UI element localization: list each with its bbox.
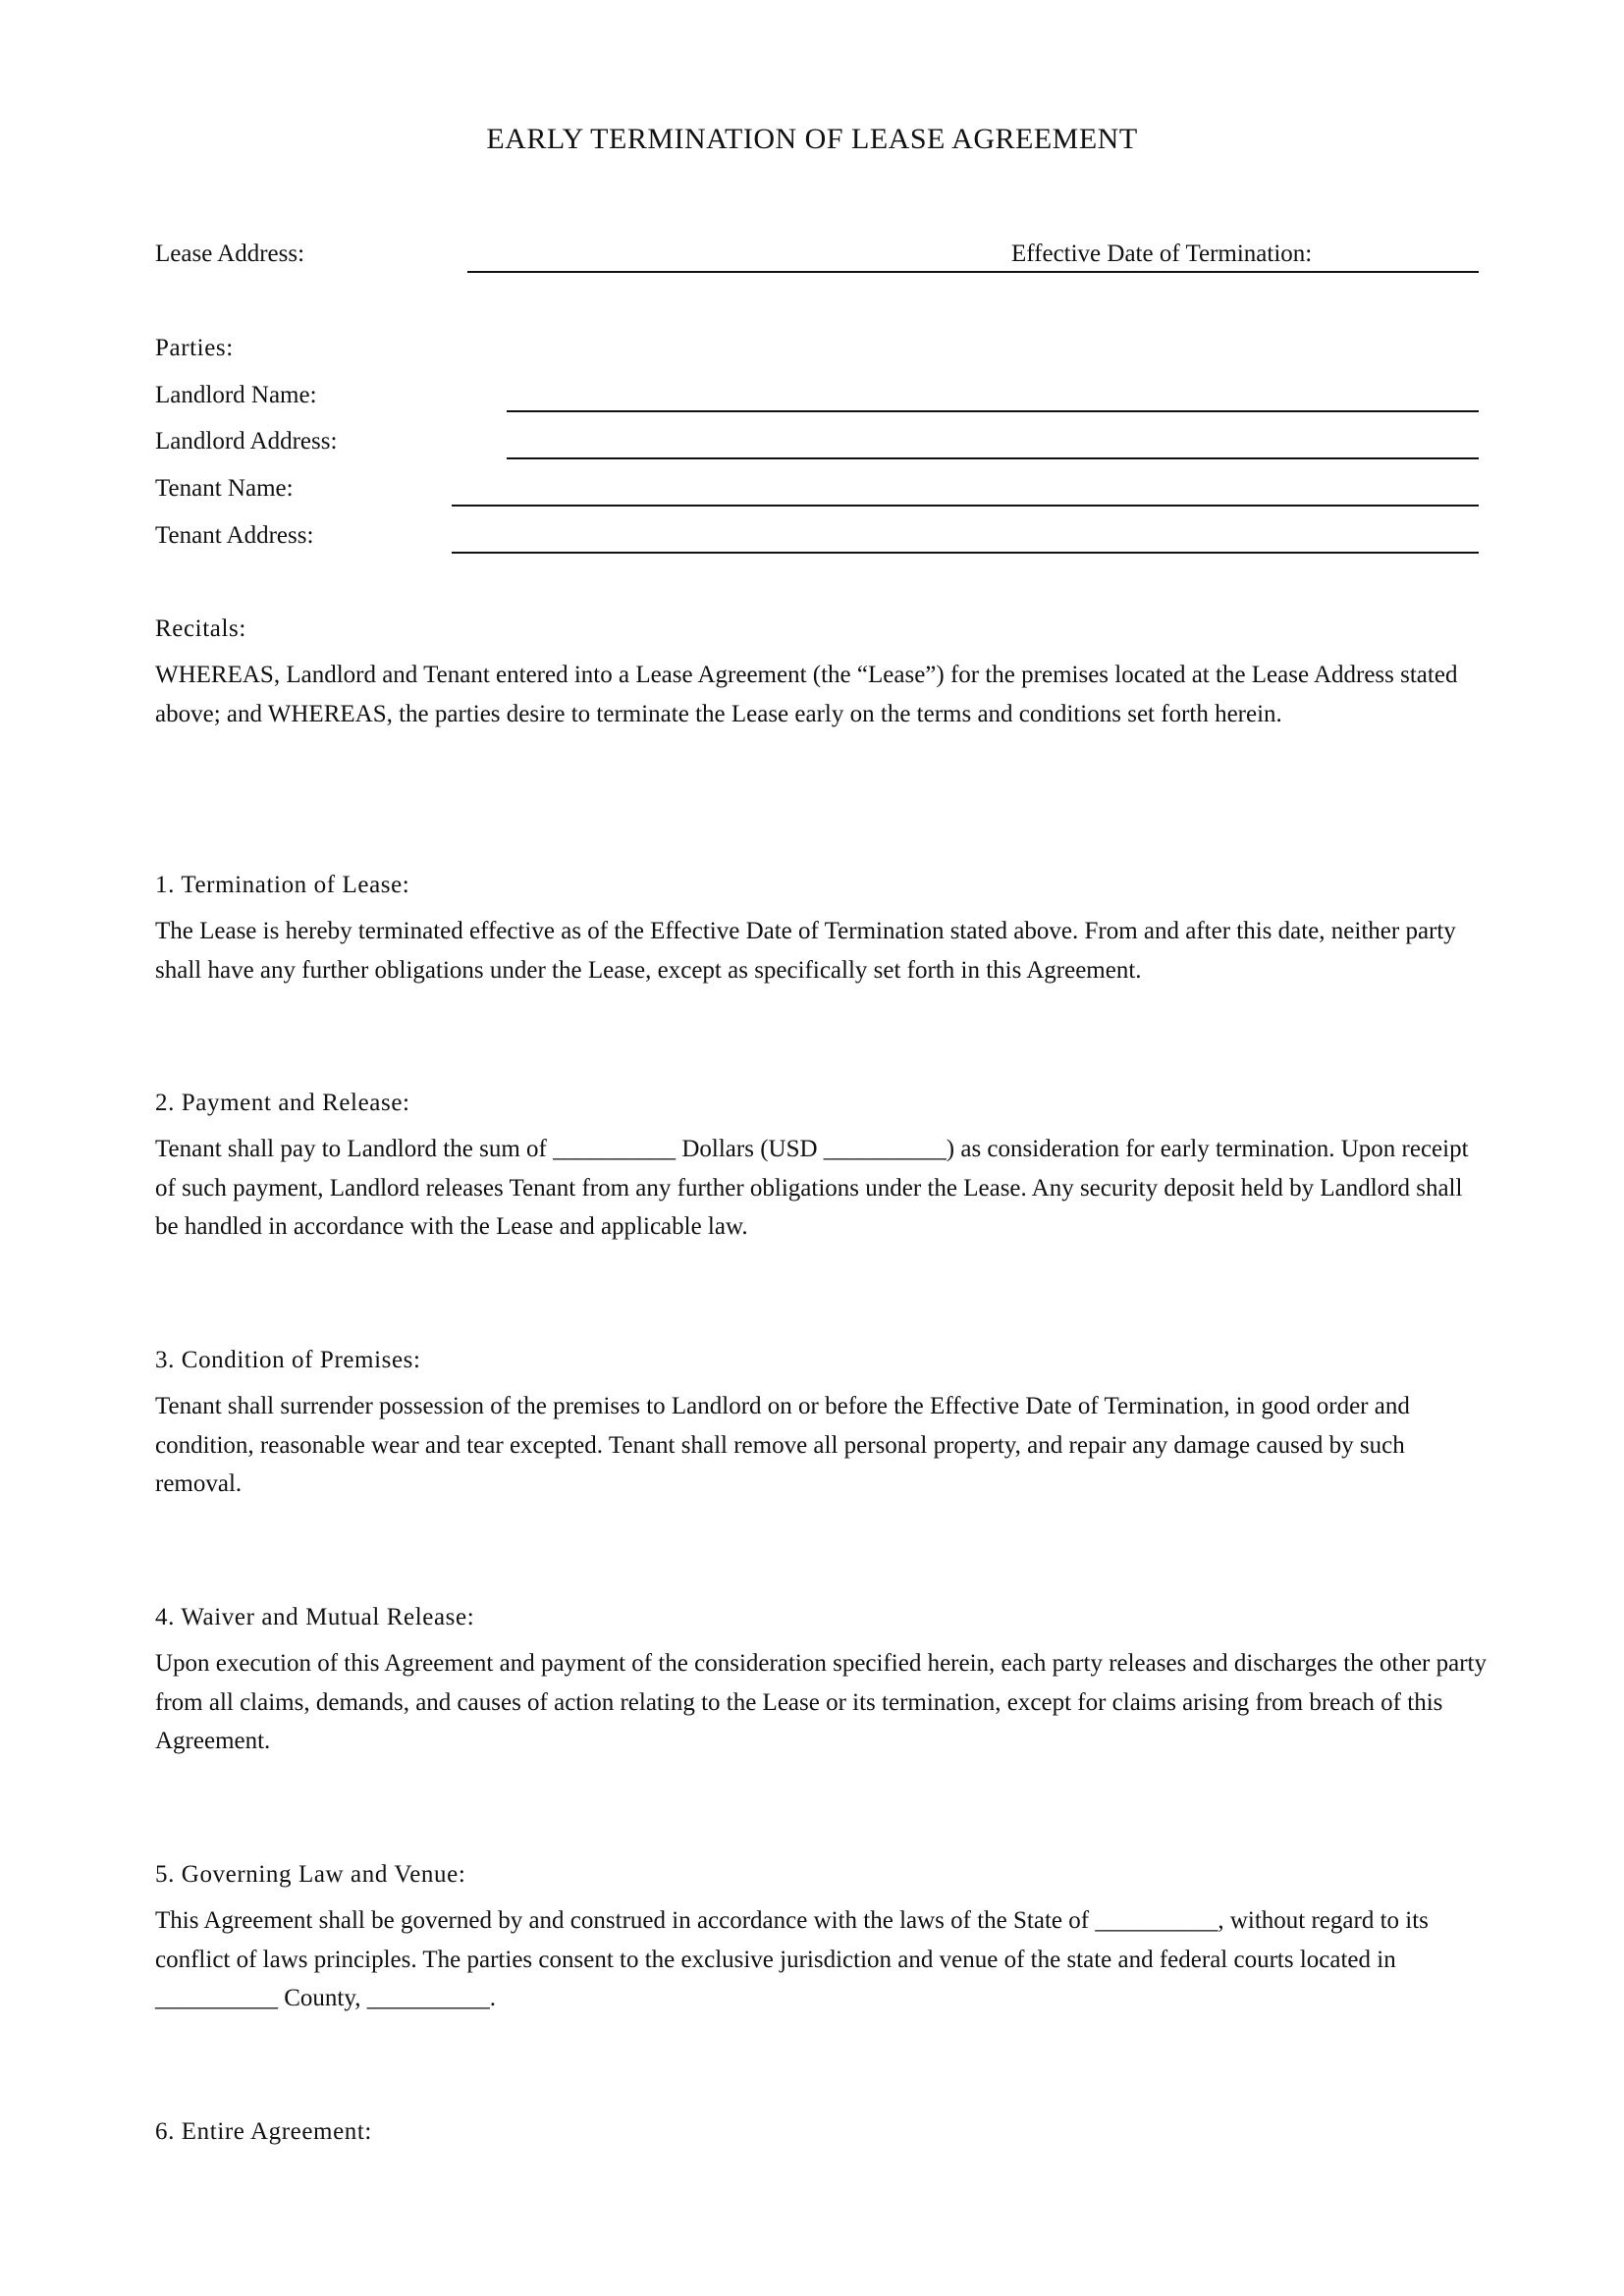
landlord-address-line bbox=[507, 457, 1479, 459]
section-4-heading: 4. Waiver and Mutual Release: bbox=[155, 1604, 475, 1630]
tenant-address-line bbox=[452, 552, 1479, 554]
section-2-text: Tenant shall pay to Landlord the sum of __________ Dollars (USD __________) as consideration for early termination. Upon receipt of such payment, Landlord releases Tenant from any further obligations under the Lease. Any security deposit held by Landlord shall be handled in accordance with the Lease and applicable law. bbox=[155, 1136, 1469, 1240]
recitals-heading: Recitals: bbox=[155, 615, 246, 642]
tenant-name-line bbox=[452, 505, 1479, 507]
landlord-name-label: Landlord Name: bbox=[155, 382, 317, 408]
section-3-text: Tenant shall surrender possession of the premises to Landlord on or before the Effective Date of Termination, in good order and condition, reasonable wear and tear excepted. Tenant shall remove all personal property, and repair any damage caused by such removal. bbox=[155, 1393, 1410, 1497]
landlord-name-line bbox=[507, 410, 1479, 412]
section-6-heading: 6. Entire Agreement: bbox=[155, 2118, 372, 2145]
tenant-address-label: Tenant Address: bbox=[155, 522, 314, 549]
landlord-address-label: Landlord Address: bbox=[155, 428, 338, 454]
tenant-name-label: Tenant Name: bbox=[155, 475, 294, 502]
section-5-heading: 5. Governing Law and Venue: bbox=[155, 1861, 466, 1888]
section-3-heading: 3. Condition of Premises: bbox=[155, 1347, 421, 1373]
section-5-text: This Agreement shall be governed by and construed in accordance with the laws of the State of __________, without regard to its conflict of laws principles. The parties consent to the exclusive jurisdiction and venue of the state and federal courts located in __________ County, __________. bbox=[155, 1907, 1429, 2011]
document-title: EARLY TERMINATION OF LEASE AGREEMENT bbox=[486, 123, 1138, 155]
parties-heading: Parties: bbox=[155, 335, 234, 361]
section-1-text: The Lease is hereby terminated effective as of the Effective Date of Termination stated above. From and after this date, neither party shall have any further obligations under the Lease, except as specifically set forth in this Agreement. bbox=[155, 918, 1456, 984]
recitals-text: WHEREAS, Landlord and Tenant entered into a Lease Agreement (the “Lease”) for the premises located at the Lease Address stated above; and WHEREAS, the parties desire to terminate the Lease early on the terms and conditions set forth herein. bbox=[155, 662, 1458, 727]
effective-date-label: Effective Date of Termination: bbox=[1011, 240, 1316, 268]
lease-address-line bbox=[467, 271, 1479, 273]
section-2-heading: 2. Payment and Release: bbox=[155, 1090, 410, 1116]
lease-address-label: Lease Address: bbox=[155, 240, 305, 267]
section-4-text: Upon execution of this Agreement and payment of the consideration specified herein, each party releases and discharges the other party from all claims, demands, and causes of action relating to the Lease or its termination, except for claims arising from breach of this Agreement. bbox=[155, 1650, 1487, 1754]
section-1-heading: 1. Termination of Lease: bbox=[155, 872, 410, 898]
